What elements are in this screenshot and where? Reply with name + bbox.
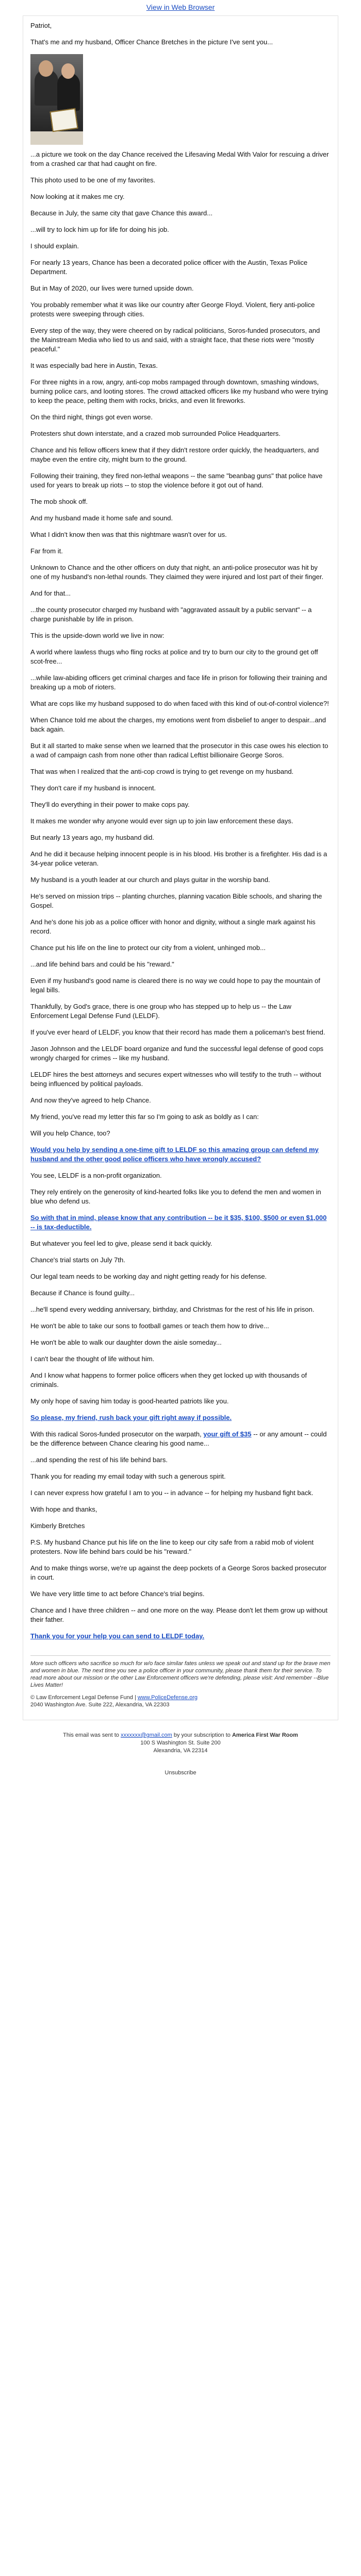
footer-address-2: Alexandria, VA 22314: [153, 1748, 208, 1754]
letter-paragraph: Because if Chance is found guilty...: [30, 1289, 135, 1297]
donate-link-3[interactable]: So please, my friend, rush back your gift right away if possible.: [30, 1414, 232, 1421]
letter-paragraph: I can't bear the thought of life without him.: [30, 1355, 155, 1363]
letter-paragraph: ...and life behind bars and could be his "reward.": [30, 960, 174, 968]
letter-paragraph: What are cops like my husband supposed to do when faced with this kind of out-of-control violence?!: [30, 700, 329, 707]
letter-paragraph: You probably remember what it was like our country after George Floyd. Violent, fiery anti-police protests were sweeping through cities.: [30, 301, 315, 318]
letter-paragraph: But nearly 13 years ago, my husband did.: [30, 834, 154, 841]
letter-paragraph: ...and spending the rest of his life behind bars.: [30, 1456, 168, 1464]
letter-paragraph: I should explain.: [30, 242, 79, 250]
letter-paragraph: Even if my husband's good name is cleared there is no way we could hope to pay the mountain of legal bills.: [30, 977, 320, 994]
letter-paragraph: They'll do everything in their power to make cops pay.: [30, 801, 190, 808]
letter-paragraph: I can never express how grateful I am to you -- in advance -- for helping my husband fight back.: [30, 1489, 314, 1497]
letter-paragraph: For nearly 13 years, Chance has been a decorated police officer with the Austin, Texas Police Department.: [30, 259, 308, 276]
letter-paragraph: Far from it.: [30, 547, 63, 555]
letter-paragraph: And now they've agreed to help Chance.: [30, 1096, 151, 1104]
letter-paragraph: They rely entirely on the generosity of kind-hearted folks like you to defend the men and women in blue who defend us.: [30, 1188, 321, 1205]
top-bar: [0, 0, 361, 15]
greeting: Patriot,: [30, 22, 52, 29]
email-body: [23, 15, 338, 1720]
unsubscribe-link[interactable]: Unsubscribe: [165, 1770, 196, 1776]
sent-to-line: This email was sent to xxxxxxx@gmail.com by your subscription to America First War Room: [63, 1732, 298, 1738]
letter-section-3: [30, 1239, 331, 1406]
letter-paragraph: ...the county prosecutor charged my husband with "aggravated assault by a public servant" -- a charge punishable by life in prison.: [30, 606, 312, 623]
donate-link-1[interactable]: Would you help by sending a one-time gift to LELDF so this amazing group can defend my husband and the other good police officers who have wrongly accused?: [30, 1146, 319, 1163]
letter-paragraph: This is the upside-down world we live in now:: [30, 632, 165, 639]
donate-link-4[interactable]: Thank you for your help you can send to LELDF today.: [30, 1632, 205, 1640]
letter-paragraph: When Chance told me about the charges, my emotions went from disbelief to anger to despair...and back again.: [30, 716, 326, 733]
letter-paragraph: They don't care if my husband is innocent.: [30, 784, 156, 792]
letter-paragraph: We have very little time to act before Chance's trial begins.: [30, 1590, 205, 1598]
org-address: 2040 Washington Ave. Suite 222, Alexandria, VA 22303: [30, 1702, 170, 1708]
letter-paragraph: My friend, you've read my letter this far so I'm going to ask as boldly as I can:: [30, 1113, 259, 1121]
letter-paragraph: If you've ever heard of LELDF, you know that their record has made them a policeman's best friend.: [30, 1028, 325, 1036]
sender-name: America First War Room: [232, 1732, 298, 1738]
intro-paragraph: That's me and my husband, Officer Chance Bretches in the picture I've sent you...: [30, 38, 273, 46]
letter-paragraph: This photo used to be one of my favorites.: [30, 176, 156, 184]
letter-paragraph: But whatever you feel led to give, please send it back quickly.: [30, 1240, 212, 1247]
letter-paragraph: Kimberly Bretches: [30, 1522, 85, 1530]
disclaimer-text: More such officers who sacrifice so much for w/o face similar fates unless we speak out and stand up for the brave men and women in blue. The next time you see a police officer in your community, please thank them for their service. To read more about our mission or the other Law Enforcement officers we're defending, please visit: And remember --Blue Lives Matter!: [30, 1660, 331, 1688]
letter-paragraph: It makes me wonder why anyone would ever sign up to join law enforcement these days.: [30, 817, 293, 825]
letter-paragraph: And for that...: [30, 589, 71, 597]
letter-section-2: [30, 1171, 331, 1206]
letter-paragraph: And he did it because helping innocent people is in his blood. His brother is a firefighter. His dad is a 34-year police veteran.: [30, 850, 327, 867]
letter-paragraph: Because in July, the same city that gave Chance this award...: [30, 209, 213, 217]
photo-caption: ...a picture we took on the day Chance received the Lifesaving Medal With Valor for rescuing a driver from a crashed car that had caught on fire.: [30, 150, 329, 167]
letter-paragraph: But it all started to make sense when we learned that the prosecutor in this case owes his election to a wad of campaign cash from none other than radical Leftist billionaire George Soros.: [30, 742, 329, 759]
letter-paragraph: But in May of 2020, our lives were turned upside down.: [30, 284, 194, 292]
letter-paragraph: A world where lawless thugs who fling rocks at police and try to burn our city to the ground get off scot-free...: [30, 648, 318, 665]
letter-paragraph: My husband is a youth leader at our church and plays guitar in the worship band.: [30, 876, 270, 884]
view-in-browser-link[interactable]: View in Web Browser: [146, 3, 215, 11]
letter-paragraph: It was especially bad here in Austin, Texas.: [30, 362, 158, 369]
letter-paragraph: ...will try to lock him up for life for doing his job.: [30, 226, 169, 233]
letter-paragraph: Chance's trial starts on July 7th.: [30, 1256, 125, 1264]
letter-paragraph: You see, LELDF is a non-profit organization.: [30, 1172, 162, 1179]
letter-paragraph: That was when I realized that the anti-cop crowd is trying to get revenge on my husband.: [30, 768, 294, 775]
letter-paragraph: And I know what happens to former police officers when they get locked up with thousands of criminals.: [30, 1371, 307, 1388]
letter-section-4: [30, 1455, 331, 1624]
letter-paragraph: Unknown to Chance and the other officers on duty that night, an anti-police prosecutor was hit by one of my husband's non-lethal rounds. They claimed they were injured and lost part of their finger.: [30, 564, 324, 581]
letter-paragraph: LELDF hires the best attorneys and secures expert witnesses who will testify to the truth -- without being influenced by political payloads.: [30, 1071, 321, 1088]
letter-paragraph: He's served on mission trips -- planting churches, planning vacation Bible schools, and sharing the Gospel.: [30, 892, 322, 909]
letter-paragraph: And he's done his job as a police officer with honor and dignity, without a single mark against his record.: [30, 918, 316, 935]
recipient-email-link[interactable]: xxxxxxx@gmail.com: [120, 1732, 172, 1738]
letter-paragraph: Jason Johnson and the LELDF board organize and fund the successful legal defense of good cops wrongly charged for crimes -- like my husband.: [30, 1045, 324, 1062]
donate-link-2[interactable]: So with that in mind, please know that any contribution -- be it $35, $100, $500 or even $1,000 -- is tax-deductible.: [30, 1214, 327, 1231]
letter-paragraph: Thank you for reading my email today with such a generous spirit.: [30, 1472, 226, 1480]
letter-paragraph: P.S. My husband Chance put his life on the line to keep our city safe from a rabid mob of violent protesters. Now life behind bars could be his "reward.": [30, 1538, 314, 1555]
gift-paragraph: With this radical Soros-funded prosecutor on the warpath, your gift of $35 -- or any amount -- could be the difference between Chance clearing his good name...: [30, 1430, 327, 1447]
letter-paragraph: ...while law-abiding officers get criminal charges and face life in prison for following their training and breaking up a mob of rioters.: [30, 674, 327, 691]
org-website-link[interactable]: www.PoliceDefense.org: [137, 1694, 198, 1701]
letter-paragraph: Chance and his fellow officers knew that if they didn't restore order quickly, the headquarters, and maybe even the entire city, might burn to the ground.: [30, 446, 319, 463]
award-certificate-image: [50, 108, 78, 132]
disclaimer: [30, 1655, 331, 1689]
letter-section-1: [30, 176, 331, 1138]
letter-paragraph: The mob shook off.: [30, 498, 88, 505]
letter-paragraph: Following their training, they fired non-lethal weapons -- the same "beanbag guns" that police have used for years to break up riots -- to stop the violence before it got out of hand.: [30, 472, 323, 489]
letter-paragraph: Chance put his life on the line to protect our city from a violent, unhinged mob...: [30, 944, 266, 952]
letter-paragraph: What I didn't know then was that this nightmare wasn't over for us.: [30, 531, 227, 538]
letter-paragraph: Will you help Chance, too?: [30, 1129, 110, 1137]
letter-paragraph: And my husband made it home safe and sound.: [30, 514, 173, 522]
email-footer: [0, 1732, 361, 1777]
letter-paragraph: My only hope of saving him today is good-hearted patriots like you.: [30, 1397, 229, 1405]
letter-paragraph: Chance and I have three children -- and one more on the way. Please don't let them grow up without their father.: [30, 1606, 328, 1623]
letter-paragraph: Now looking at it makes me cry.: [30, 193, 125, 200]
letter-paragraph: Thankfully, by God's grace, there is one group who has stepped up to help us -- the Law Enforcement Legal Defense Fund (LELDF).: [30, 1003, 291, 1020]
org-info: © Law Enforcement Legal Defense Fund | www.PoliceDefense.org 2040 Washington Ave. Suite 222, Alexandria, VA 22303: [30, 1694, 198, 1708]
family-photo: [30, 54, 83, 145]
letter-paragraph: Protesters shut down interstate, and a crazed mob surrounded Police Headquarters.: [30, 430, 281, 437]
letter-paragraph: With hope and thanks,: [30, 1505, 97, 1513]
letter-paragraph: For three nights in a row, angry, anti-cop mobs rampaged through downtown, smashing windows, burning police cars, and looting stores. The crowd attacked officers like my husband who were trying to keep the peace, pelting them with rocks, bricks, and even lit fireworks.: [30, 378, 328, 404]
letter-paragraph: He won't be able to take our sons to football games or teach them how to drive...: [30, 1322, 269, 1330]
letter-paragraph: And to make things worse, we're up against the deep pockets of a George Soros backed prosecutor in court.: [30, 1564, 327, 1581]
gift-35-link[interactable]: your gift of $35: [203, 1430, 252, 1438]
letter-paragraph: On the third night, things got even worse.: [30, 413, 153, 421]
footer-address-1: 100 S Washington St. Suite 200: [140, 1740, 221, 1746]
letter-paragraph: Every step of the way, they were cheered on by radical politicians, Soros-funded prosecutors, and the Mainstream Media who lied to us and said, with a straight face, that these riots were "mostly peaceful.": [30, 327, 320, 353]
letter-paragraph: He won't be able to walk our daughter down the aisle someday...: [30, 1338, 222, 1346]
letter-paragraph: ...he'll spend every wedding anniversary, birthday, and Christmas for the rest of his life in prison.: [30, 1306, 315, 1313]
letter-paragraph: Our legal team needs to be working day and night getting ready for his defense.: [30, 1273, 267, 1280]
